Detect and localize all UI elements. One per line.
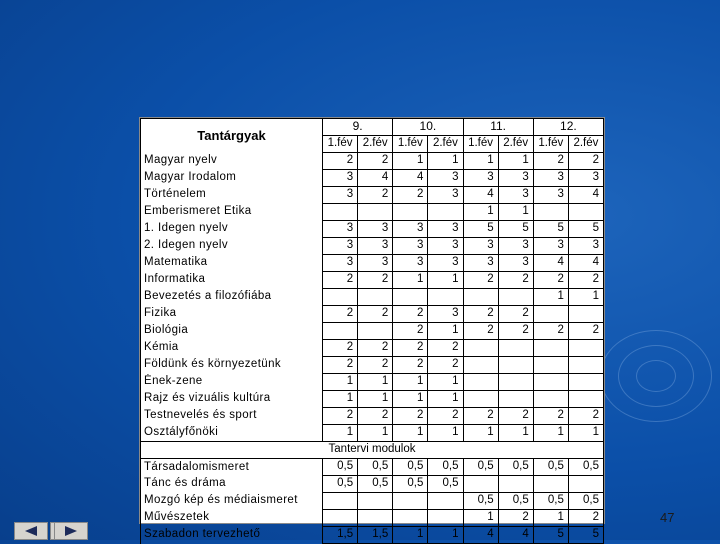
curriculum-table-panel: [139, 117, 605, 541]
prev-slide-button[interactable]: [14, 522, 48, 540]
hours-cell: 2: [428, 408, 463, 425]
subject-name: Magyar nyelv: [141, 153, 323, 170]
hours-cell: [498, 289, 533, 306]
hours-cell: 0,5: [498, 459, 533, 476]
hours-cell: 2: [323, 153, 358, 170]
table-row: [141, 527, 604, 544]
hours-cell: 2: [533, 272, 568, 289]
subject-name: Informatika: [141, 272, 323, 289]
hours-cell: 2: [498, 510, 533, 527]
hours-cell: [323, 289, 358, 306]
hours-cell: [323, 204, 358, 221]
hours-cell: 0,5: [393, 476, 428, 493]
hours-cell: 2: [568, 510, 603, 527]
hours-cell: 1: [463, 204, 498, 221]
hours-cell: 1: [463, 425, 498, 442]
hours-cell: 3: [428, 187, 463, 204]
hours-cell: 0,5: [568, 459, 603, 476]
modules-section: [141, 442, 604, 459]
hours-cell: 2: [358, 340, 393, 357]
subject-name: Tánc és dráma: [141, 476, 323, 493]
hours-cell: 1: [568, 289, 603, 306]
hours-cell: 2: [323, 340, 358, 357]
hours-cell: 3: [533, 170, 568, 187]
hours-cell: [533, 391, 568, 408]
table-row: [141, 272, 604, 289]
hours-cell: 3: [498, 255, 533, 272]
hours-cell: 0,5: [393, 459, 428, 476]
hours-cell: 1: [358, 391, 393, 408]
triangle-right-icon: [63, 525, 79, 537]
hours-cell: 1: [358, 374, 393, 391]
hours-cell: 5: [533, 527, 568, 544]
hours-cell: [533, 374, 568, 391]
hours-cell: 1,5: [358, 527, 393, 544]
hours-cell: 3: [428, 306, 463, 323]
grade-header: 9.: [323, 119, 393, 136]
hours-cell: 1: [358, 425, 393, 442]
hours-cell: [463, 476, 498, 493]
hours-cell: 1: [428, 391, 463, 408]
hours-cell: 2: [323, 272, 358, 289]
semester-header: 1.fév: [533, 136, 568, 153]
table-row: [141, 255, 604, 272]
hours-cell: [463, 340, 498, 357]
hours-cell: [358, 493, 393, 510]
semester-header: 2.fév: [428, 136, 463, 153]
hours-cell: [428, 493, 463, 510]
grade-header: 11.: [463, 119, 533, 136]
hours-cell: 1: [568, 425, 603, 442]
semester-header: 2.fév: [358, 136, 393, 153]
hours-cell: 1: [323, 374, 358, 391]
hours-cell: [393, 289, 428, 306]
hours-cell: 1: [463, 153, 498, 170]
hours-cell: 4: [358, 170, 393, 187]
hours-cell: 4: [568, 187, 603, 204]
hours-cell: 0,5: [428, 459, 463, 476]
hours-cell: 1: [428, 425, 463, 442]
hours-cell: 4: [463, 187, 498, 204]
hours-cell: 1: [393, 153, 428, 170]
subject-name: Testnevelés és sport: [141, 408, 323, 425]
hours-cell: 2: [323, 408, 358, 425]
hours-cell: 0,5: [533, 493, 568, 510]
hours-cell: 3: [498, 187, 533, 204]
hours-cell: 1: [498, 204, 533, 221]
hours-cell: 3: [568, 238, 603, 255]
hours-cell: 3: [568, 170, 603, 187]
next-slide-button[interactable]: [54, 522, 88, 540]
hours-cell: [568, 476, 603, 493]
hours-cell: 3: [323, 187, 358, 204]
hours-cell: 1: [498, 425, 533, 442]
hours-cell: 2: [568, 323, 603, 340]
hours-cell: 0,5: [358, 459, 393, 476]
hours-cell: 3: [393, 255, 428, 272]
table-row: [141, 476, 604, 493]
subject-name: Bevezetés a filozófiába: [141, 289, 323, 306]
subject-name: Történelem: [141, 187, 323, 204]
hours-cell: [358, 289, 393, 306]
hours-cell: 2: [393, 306, 428, 323]
hours-cell: [323, 510, 358, 527]
hours-cell: [568, 340, 603, 357]
hours-cell: 1: [533, 289, 568, 306]
hours-cell: [568, 306, 603, 323]
hours-cell: 1: [428, 323, 463, 340]
table-row: [141, 238, 604, 255]
subject-name: Mozgó kép és médiaismeret: [141, 493, 323, 510]
hours-cell: [568, 357, 603, 374]
hours-cell: 3: [533, 238, 568, 255]
hours-cell: 5: [498, 221, 533, 238]
subject-name: Emberismeret Etika: [141, 204, 323, 221]
hours-cell: 5: [568, 527, 603, 544]
hours-cell: 2: [358, 306, 393, 323]
hours-cell: 3: [428, 170, 463, 187]
semester-header: 1.fév: [463, 136, 498, 153]
subject-name: Biológia: [141, 323, 323, 340]
hours-cell: 0,5: [533, 459, 568, 476]
hours-cell: 3: [498, 170, 533, 187]
subject-name: Magyar Irodalom: [141, 170, 323, 187]
hours-cell: 2: [428, 357, 463, 374]
hours-cell: 2: [358, 272, 393, 289]
hours-cell: 2: [463, 323, 498, 340]
hours-cell: 2: [323, 306, 358, 323]
table-row: [141, 221, 604, 238]
hours-cell: [428, 204, 463, 221]
table-row: [141, 374, 604, 391]
hours-cell: 0,5: [323, 459, 358, 476]
table-row: [141, 391, 604, 408]
hours-cell: 1: [428, 527, 463, 544]
subject-name: Fizika: [141, 306, 323, 323]
hours-cell: 2: [358, 357, 393, 374]
hours-cell: 4: [463, 527, 498, 544]
hours-cell: 1,5: [323, 527, 358, 544]
hours-cell: 3: [358, 221, 393, 238]
hours-cell: 1: [428, 272, 463, 289]
hours-cell: 0,5: [323, 476, 358, 493]
subject-name: Rajz és vizuális kultúra: [141, 391, 323, 408]
table-row: [141, 357, 604, 374]
hours-cell: 1: [323, 391, 358, 408]
hours-cell: 3: [463, 170, 498, 187]
hours-cell: 2: [428, 340, 463, 357]
hours-cell: 2: [498, 272, 533, 289]
hours-cell: 1: [393, 527, 428, 544]
hours-cell: 2: [498, 306, 533, 323]
semester-header: 1.fév: [323, 136, 358, 153]
hours-cell: 3: [498, 238, 533, 255]
hours-cell: [463, 391, 498, 408]
table-title: Tantárgyak: [141, 119, 323, 153]
hours-cell: 2: [393, 323, 428, 340]
hours-cell: 0,5: [463, 493, 498, 510]
table-row: [141, 408, 604, 425]
table-row: [141, 510, 604, 527]
subject-name: Társadalomismeret: [141, 459, 323, 476]
hours-cell: 1: [498, 153, 533, 170]
hours-cell: 3: [393, 221, 428, 238]
hours-cell: [428, 510, 463, 527]
hours-cell: [533, 204, 568, 221]
hours-cell: [358, 323, 393, 340]
table-row: [141, 170, 604, 187]
hours-cell: [533, 340, 568, 357]
subject-name: 2. Idegen nyelv: [141, 238, 323, 255]
table-row: [141, 289, 604, 306]
subject-name: Földünk és környezetünk: [141, 357, 323, 374]
hours-cell: [463, 374, 498, 391]
grade-header: 10.: [393, 119, 463, 136]
hours-cell: 2: [568, 153, 603, 170]
table-row: [141, 187, 604, 204]
hours-cell: 2: [498, 408, 533, 425]
hours-cell: [393, 204, 428, 221]
hours-cell: 4: [498, 527, 533, 544]
hours-cell: 2: [358, 408, 393, 425]
hours-cell: 1: [533, 510, 568, 527]
hours-cell: 2: [498, 323, 533, 340]
hours-cell: [533, 476, 568, 493]
hours-cell: [358, 510, 393, 527]
hours-cell: 3: [358, 255, 393, 272]
hours-cell: [358, 204, 393, 221]
semester-header: 2.fév: [498, 136, 533, 153]
hours-cell: [498, 357, 533, 374]
triangle-left-icon: [23, 525, 39, 537]
curriculum-table: [140, 118, 604, 544]
hours-cell: 4: [533, 255, 568, 272]
hours-cell: [568, 391, 603, 408]
table-row: [141, 425, 604, 442]
hours-cell: [393, 493, 428, 510]
hours-cell: 3: [323, 170, 358, 187]
hours-cell: 2: [463, 306, 498, 323]
table-row: [141, 204, 604, 221]
subject-name: 1. Idegen nyelv: [141, 221, 323, 238]
hours-cell: 1: [393, 391, 428, 408]
hours-cell: 1: [323, 425, 358, 442]
subject-rows: [141, 153, 604, 442]
hours-cell: 2: [358, 153, 393, 170]
hours-cell: [498, 374, 533, 391]
hours-cell: 2: [568, 272, 603, 289]
hours-cell: 2: [463, 408, 498, 425]
hours-cell: [498, 391, 533, 408]
semester-header: 2.fév: [568, 136, 603, 153]
table-row: [141, 306, 604, 323]
table-row: [141, 493, 604, 510]
hours-cell: 1: [463, 510, 498, 527]
hours-cell: 2: [463, 272, 498, 289]
hours-cell: 1: [393, 374, 428, 391]
hours-cell: 2: [358, 187, 393, 204]
hours-cell: 3: [428, 255, 463, 272]
subject-name: Művészetek: [141, 510, 323, 527]
hours-cell: [428, 289, 463, 306]
hours-cell: 2: [533, 153, 568, 170]
hours-cell: [463, 357, 498, 374]
hours-cell: 3: [323, 221, 358, 238]
hours-cell: 5: [463, 221, 498, 238]
hours-cell: 0,5: [428, 476, 463, 493]
table-row: [141, 323, 604, 340]
hours-cell: [463, 289, 498, 306]
page-number: 47: [660, 510, 675, 525]
hours-cell: 3: [463, 238, 498, 255]
hours-cell: 3: [323, 255, 358, 272]
hours-cell: 2: [533, 323, 568, 340]
table-row: [141, 459, 604, 476]
hours-cell: 2: [393, 408, 428, 425]
hours-cell: [568, 374, 603, 391]
hours-cell: 1: [428, 153, 463, 170]
hours-cell: 1: [533, 425, 568, 442]
hours-cell: 3: [428, 238, 463, 255]
table-row: [141, 340, 604, 357]
hours-cell: [393, 510, 428, 527]
hours-cell: 3: [428, 221, 463, 238]
hours-cell: 0,5: [358, 476, 393, 493]
hours-cell: [498, 476, 533, 493]
ripple-decoration: [636, 360, 676, 392]
module-rows: [141, 459, 604, 544]
hours-cell: [323, 323, 358, 340]
hours-cell: [498, 340, 533, 357]
grade-header: 12.: [533, 119, 603, 136]
hours-cell: 0,5: [498, 493, 533, 510]
hours-cell: 5: [568, 221, 603, 238]
hours-cell: 3: [358, 238, 393, 255]
semester-header: 1.fév: [393, 136, 428, 153]
table-row: [141, 153, 604, 170]
hours-cell: 1: [428, 374, 463, 391]
hours-cell: 0,5: [463, 459, 498, 476]
hours-cell: [533, 306, 568, 323]
subject-name: Kémia: [141, 340, 323, 357]
modules-label: Tantervi modulok: [141, 442, 604, 459]
hours-cell: 3: [533, 187, 568, 204]
hours-cell: 3: [323, 238, 358, 255]
hours-cell: [533, 357, 568, 374]
hours-cell: 2: [393, 187, 428, 204]
hours-cell: 2: [393, 340, 428, 357]
hours-cell: 4: [568, 255, 603, 272]
hours-cell: [323, 493, 358, 510]
hours-cell: 1: [393, 272, 428, 289]
hours-cell: 0,5: [568, 493, 603, 510]
hours-cell: [568, 204, 603, 221]
hours-cell: 5: [533, 221, 568, 238]
hours-cell: 1: [393, 425, 428, 442]
hours-cell: 4: [393, 170, 428, 187]
subject-name: Osztályfőnöki: [141, 425, 323, 442]
hours-cell: 2: [568, 408, 603, 425]
hours-cell: 3: [393, 238, 428, 255]
hours-cell: 2: [393, 357, 428, 374]
hours-cell: 3: [463, 255, 498, 272]
subject-name: Ének-zene: [141, 374, 323, 391]
subject-name: Szabadon tervezhető: [141, 527, 323, 544]
hours-cell: 2: [533, 408, 568, 425]
subject-name: Matematika: [141, 255, 323, 272]
hours-cell: 2: [323, 357, 358, 374]
